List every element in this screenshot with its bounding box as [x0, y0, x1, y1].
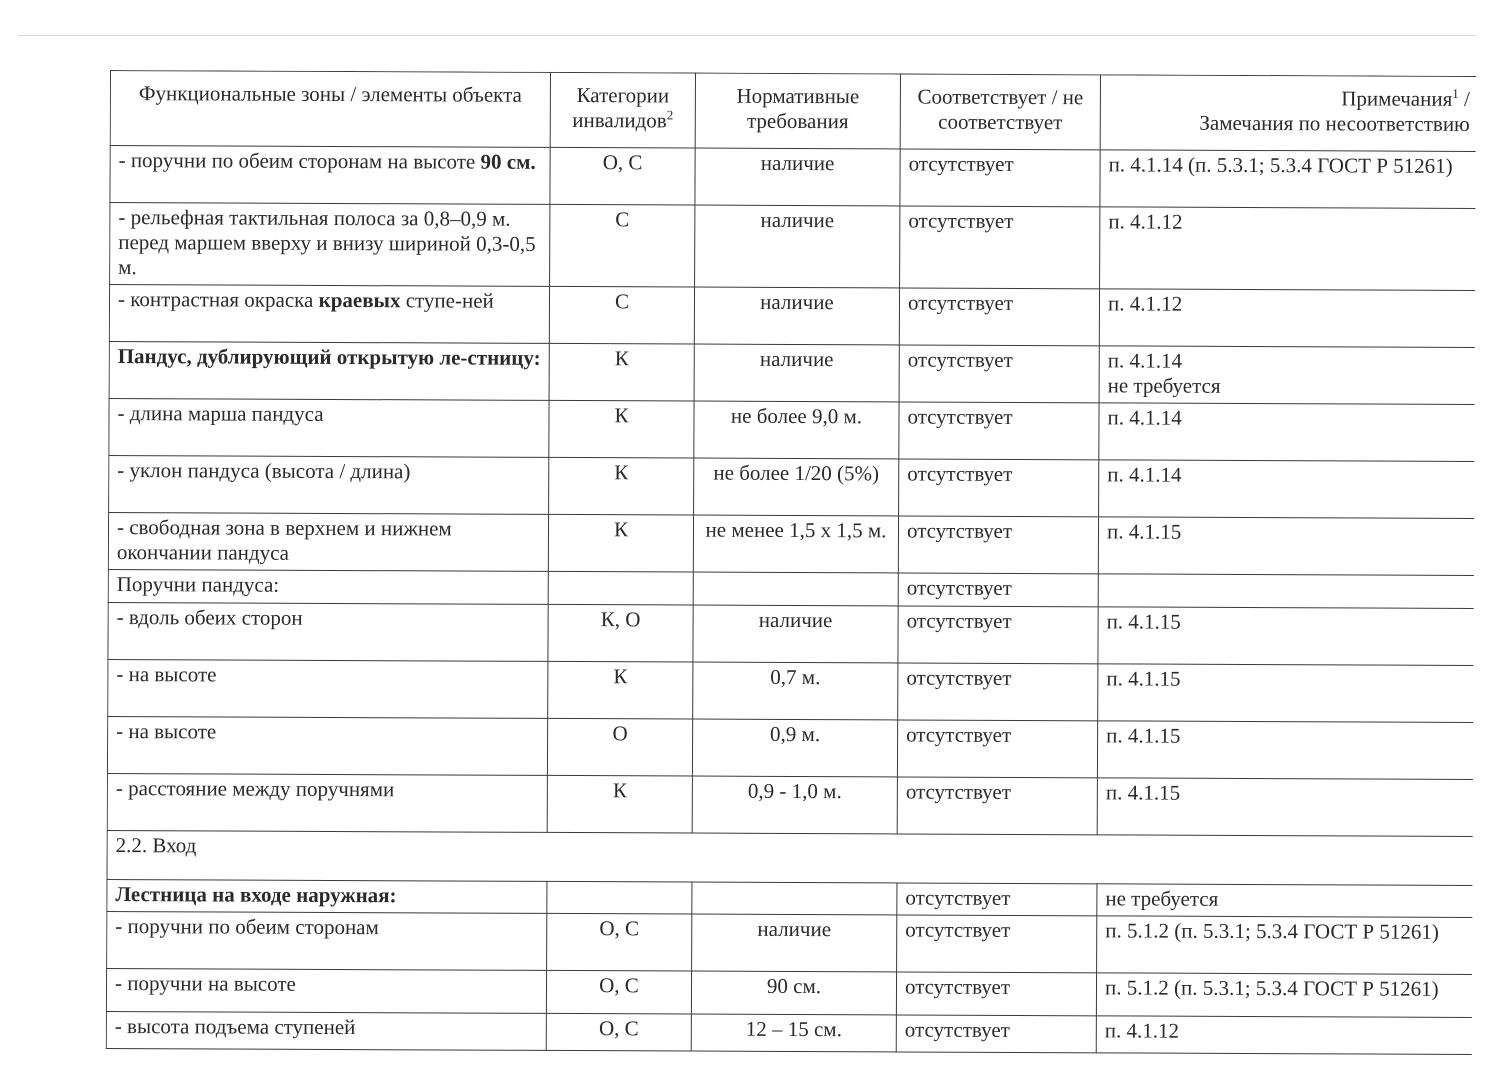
conformity-cell: отсутствует	[898, 516, 1098, 574]
category-cell: О, С	[547, 913, 692, 971]
requirement-cell: не более 1/20 (5%)	[694, 458, 899, 516]
page-top-rule	[18, 35, 1476, 36]
conformity-cell: отсутствует	[900, 206, 1100, 289]
conformity-cell: отсутствует	[900, 149, 1100, 207]
notes-cell: п. 4.1.14	[1099, 460, 1476, 519]
conformity-cell: отсутствует	[897, 883, 1097, 916]
notes-cell: п. 4.1.12	[1096, 1016, 1476, 1055]
zone-cell: - свободная зона в верхнем и нижнем окончании пандуса	[108, 512, 548, 571]
section-heading-row	[107, 830, 1476, 885]
zone-cell: - на высоте	[108, 659, 548, 718]
table-row	[108, 602, 1476, 665]
header-notes-line2: Замечания по несоответствию	[1199, 110, 1470, 136]
category-cell: К	[549, 400, 694, 458]
notes-cell: не требуется	[1097, 884, 1476, 918]
notes-cell: п. 4.1.12	[1100, 207, 1476, 291]
category-cell: К, О	[548, 604, 693, 662]
table-row	[107, 716, 1476, 779]
header-notes-footnote: 1	[1452, 85, 1459, 101]
zone-text: - контрастная окраска	[117, 287, 319, 312]
table-row	[107, 911, 1476, 974]
header-categories	[550, 72, 695, 148]
requirement-cell: наличие	[695, 148, 900, 206]
conformity-cell: отсутствует	[896, 1015, 1096, 1053]
requirement-cell: наличие	[694, 287, 899, 345]
notes-cell: п. 4.1.12	[1099, 289, 1476, 348]
table-header-row	[110, 71, 1476, 152]
header-conformity: Соответствует / не соответствует	[900, 74, 1100, 150]
category-cell	[548, 571, 693, 605]
conformity-cell: отсутствует	[899, 459, 1099, 517]
requirement-cell	[693, 572, 898, 606]
zone-cell: - расстояние между поручнями	[107, 773, 547, 832]
notes-cell	[1099, 346, 1476, 405]
zone-cell	[109, 341, 549, 400]
notes-cell: п. 4.1.15	[1097, 721, 1476, 780]
conformity-cell: отсутствует	[899, 288, 1099, 346]
zone-cell: - поручни на высоте	[106, 968, 546, 1013]
conformity-cell: отсутствует	[897, 777, 1097, 835]
conformity-cell: отсутствует	[897, 915, 1097, 973]
table-row	[106, 968, 1476, 1017]
conformity-cell: отсутствует	[896, 972, 1096, 1016]
table-row	[109, 398, 1476, 461]
document-sheet	[106, 70, 1476, 1066]
requirement-cell: не менее 1,5 х 1,5 м.	[693, 515, 898, 573]
zone-cell	[110, 146, 550, 205]
zone-text-post: ступе-ней	[400, 288, 494, 313]
table-row	[109, 341, 1476, 404]
requirement-cell: наличие	[695, 205, 900, 288]
table-row	[109, 285, 1476, 348]
table-row	[107, 773, 1476, 836]
zone-cell	[107, 879, 547, 913]
zone-cell: Поручни пандуса:	[108, 569, 548, 604]
zone-text-bold: Лестница на входе наружная:	[115, 882, 397, 908]
zone-cell: - длина марша пандуса	[109, 398, 549, 457]
category-cell: К	[548, 661, 693, 719]
header-notes	[1100, 75, 1476, 152]
zone-text-bold: 90 см.	[480, 149, 536, 174]
zone-cell: - вдоль обеих сторон	[108, 602, 548, 661]
conformity-cell: отсутствует	[898, 606, 1098, 664]
header-categories-text: Категории инвалидов	[572, 83, 670, 133]
conformity-cell: отсутствует	[899, 402, 1099, 460]
notes-cell: п. 5.1.2 (п. 5.3.1; 5.3.4 ГОСТ Р 51261)	[1097, 916, 1476, 975]
conformity-cell: отсутствует	[898, 573, 1098, 607]
table-row	[110, 146, 1476, 209]
category-cell: С	[550, 204, 695, 287]
requirement-cell: не более 9,0 м.	[694, 401, 899, 459]
table-row	[110, 203, 1476, 291]
category-cell: К	[549, 343, 694, 401]
category-cell	[547, 881, 692, 914]
zone-cell	[109, 285, 549, 344]
conformity-cell: отсутствует	[899, 345, 1099, 403]
table-row	[108, 512, 1476, 575]
zone-text: - поручни по обеим сторонам на высоте	[118, 148, 481, 174]
zone-cell: - поручни по обеим сторонам	[107, 911, 547, 970]
notes-text-line2: не требуется	[1107, 373, 1221, 398]
notes-cell: п. 4.1.15	[1098, 517, 1476, 576]
zone-cell: - на высоте	[107, 716, 547, 775]
header-notes-line1: Примечания	[1341, 86, 1453, 111]
header-zones: Функциональные зоны / элементы объекта	[110, 71, 550, 148]
category-cell: К	[548, 514, 693, 572]
requirement-cell: наличие	[692, 914, 897, 972]
requirement-cell: 0,9 м.	[692, 719, 897, 777]
requirement-cell: 90 см.	[691, 971, 896, 1015]
table-row	[108, 659, 1476, 722]
requirement-cell: 0,7 м.	[693, 662, 898, 720]
category-cell: О	[547, 718, 692, 776]
table-row	[106, 1011, 1476, 1054]
header-categories-footnote: 2	[666, 107, 674, 123]
category-cell: К	[549, 457, 694, 515]
requirement-cell: 12 – 15 см.	[691, 1014, 896, 1052]
notes-cell	[1098, 574, 1476, 609]
zone-text-bold: краевых	[318, 287, 401, 313]
notes-text: п. 4.1.14	[1107, 348, 1183, 373]
accessibility-table	[106, 70, 1476, 1055]
requirement-cell	[692, 882, 897, 915]
conformity-cell: отсутствует	[898, 663, 1098, 721]
table-row	[109, 455, 1476, 518]
category-cell: С	[549, 286, 694, 344]
notes-cell: п. 5.1.2 (п. 5.3.1; 5.3.4 ГОСТ Р 51261)	[1096, 973, 1476, 1018]
category-cell: К	[547, 775, 692, 833]
conformity-cell: отсутствует	[897, 720, 1097, 778]
section-title: 2.2. Вход	[107, 830, 1476, 885]
notes-cell: п. 4.1.15	[1098, 607, 1476, 666]
notes-cell: п. 4.1.14 (п. 5.3.1; 5.3.4 ГОСТ Р 51261)	[1100, 150, 1476, 209]
zone-cell: - рельефная тактильная полоса за 0,8–0,9 м. перед маршем вверху и внизу шириной 0,3-0,5 м.	[110, 203, 550, 287]
zone-cell: - уклон пандуса (высота / длина)	[109, 455, 549, 514]
zone-cell: - высота подъема ступеней	[106, 1011, 546, 1050]
category-cell: О, С	[550, 147, 695, 205]
requirement-cell: 0,9 - 1,0 м.	[692, 776, 897, 834]
notes-cell: п. 4.1.14	[1099, 403, 1476, 462]
requirement-cell: наличие	[694, 344, 899, 402]
requirement-cell: наличие	[693, 605, 898, 663]
zone-text-bold: Пандус, дублирующий открытую ле-стницу:	[117, 344, 541, 370]
category-cell: О, С	[546, 1013, 691, 1051]
header-requirements: Нормативные требования	[695, 73, 900, 149]
notes-cell: п. 4.1.15	[1098, 664, 1476, 723]
header-notes-slash: /	[1458, 86, 1470, 111]
category-cell: О, С	[546, 970, 691, 1014]
notes-cell: п. 4.1.15	[1097, 778, 1476, 837]
